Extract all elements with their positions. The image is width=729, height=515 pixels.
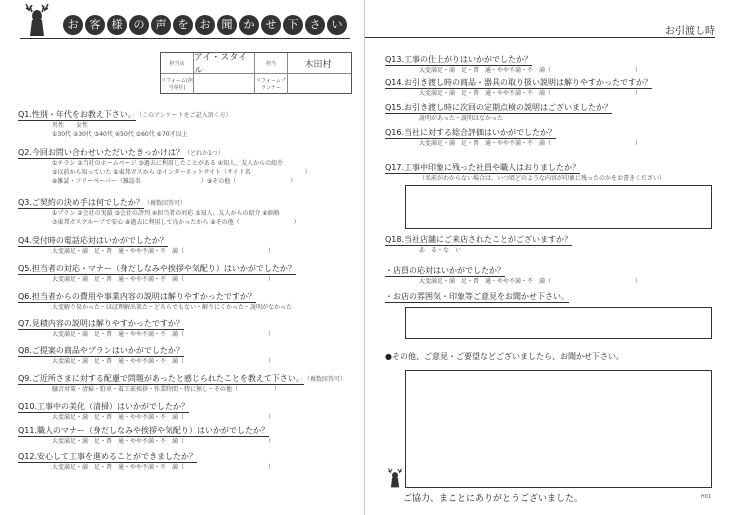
question-label: Q10.工事中の美化（清掃）はいかがでしたか？ xyxy=(18,402,190,411)
answer-options[interactable]: 大変満足・満 足・普 通・やや不満・不 満（ ） xyxy=(52,438,275,445)
question-text xyxy=(18,374,348,385)
question-text xyxy=(385,78,715,89)
question-20 xyxy=(385,292,715,303)
title-char: 声 xyxy=(151,15,171,35)
question-label: Q7.見積内容の説明は解りやすかったですか？ xyxy=(18,319,184,328)
answer-options[interactable]: 大変満足・満 足・普 通・やや不満・不 満（ ） xyxy=(52,276,275,283)
question-8 xyxy=(18,346,348,366)
q17-answer-box[interactable] xyxy=(405,185,712,229)
title-char: 下 xyxy=(283,15,303,35)
answer-options[interactable]: 大変満足・満 足・普 通・やや不満・不 満（ ） xyxy=(419,90,642,97)
question-hint: （複数回答可） xyxy=(143,200,186,207)
info-label: リフォーム(担当専任) xyxy=(161,74,194,94)
deer-footer-icon xyxy=(385,465,405,491)
question-text xyxy=(18,264,348,275)
title-char: お xyxy=(195,15,215,35)
answer-options[interactable]: 大変満足・満 足・普 通・やや不満・不 満（ ） xyxy=(52,331,275,338)
question-5 xyxy=(18,264,348,284)
deer-logo-icon xyxy=(20,2,54,38)
answer-options[interactable]: 大変満足・満 足・普 通・やや不満・不 満（ ） xyxy=(52,414,275,421)
info-label: 担当 xyxy=(255,53,288,73)
question-label: Q3.ご契約の決め手は何でしたか？ xyxy=(18,198,144,207)
question-17 xyxy=(385,163,715,183)
answer-options[interactable]: 大変満足・満 足・普 通・やや不満・不 満（ ） xyxy=(52,248,275,255)
question-text xyxy=(18,402,348,413)
answer-options[interactable]: 騒音対策・清掃・駐車・着工前挨拶・作業時間・特に無し・その他（ ） xyxy=(52,386,281,393)
answer-options[interactable]: あ る・な い xyxy=(419,247,462,254)
question-text xyxy=(385,103,715,114)
title-char: か xyxy=(239,15,259,35)
question-text xyxy=(18,292,348,303)
question-text xyxy=(18,110,348,121)
question-text xyxy=(385,292,715,303)
divider xyxy=(365,37,715,38)
title-char: お xyxy=(63,15,83,35)
question-label: Q11.職人のマナー（身だしなみや挨拶や気配り）はいかがでしたか？ xyxy=(18,426,270,435)
question-2 xyxy=(18,148,348,186)
left-page xyxy=(0,0,364,515)
question-label: Q8.ご提案の商品やプランはいかがでしたか？ xyxy=(18,346,184,355)
question-label: Q15.お引き渡し時に次回の定期点検の説明はございましたか？ xyxy=(385,103,613,112)
question-label: Q6.担当者からの費用や事業内容の説明は解りやすかったですか？ xyxy=(18,292,256,301)
answer-options[interactable]: 男性 女性 xyxy=(52,122,89,129)
question-11 xyxy=(18,426,348,446)
thanks-message: ご協力、まことにありがとうございました。 xyxy=(403,494,584,504)
page-subtitle: お引渡し時 xyxy=(665,26,715,37)
question-19 xyxy=(385,266,715,286)
question-13 xyxy=(385,55,715,75)
question-text xyxy=(18,148,348,159)
question-label: Q12.安心して工事を進めることができましたか？ xyxy=(18,452,198,461)
info-label: リフォームプランナー xyxy=(255,74,288,94)
answer-options[interactable]: （名前がわからない場合は、いつ頃どのような内容が印象に残ったのかをお書きください） xyxy=(419,175,666,182)
question-12 xyxy=(18,452,348,472)
answer-options[interactable]: ①30代 ②30代 ③40代 ④50代 ⑤60代 ⑥70才以上 xyxy=(52,131,188,138)
question-7 xyxy=(18,319,348,339)
question-label: Q2.今回お問い合わせいただいたきっかけは？ xyxy=(18,148,184,157)
answer-options[interactable]: 大変満足・満 足・普 通・やや不満・不 満（ ） xyxy=(419,140,642,147)
question-label: Q4.受付時の電話応対はいかがでしたか？ xyxy=(18,236,168,245)
question-text xyxy=(385,266,715,277)
info-table xyxy=(160,52,352,94)
title-char: 客 xyxy=(85,15,105,35)
question-18 xyxy=(385,235,715,255)
staff-value[interactable]: 木田村 xyxy=(304,59,332,70)
store-value[interactable]: アイ・スタイル xyxy=(194,53,255,73)
title-char: 聞 xyxy=(217,15,237,35)
question-label: Q9.ご近所さまに対する配慮で問題があったと感じられたことを教えて下さい。 xyxy=(18,374,304,383)
question-label: ・店員の応対はいかがでしたか？ xyxy=(385,266,505,275)
question-label: Q13.工事の仕上がりはいかがでしたか？ xyxy=(385,55,533,64)
question-9 xyxy=(18,374,348,394)
question-text xyxy=(18,426,348,437)
question-label: Q5.担当者の対応・マナー（身だしなみや挨拶や気配り）はいかがでしたか？ xyxy=(18,264,296,273)
answer-options[interactable]: ①プラン ②会社の実績 ③会社の評判 ④担当者の対応 ⑤知人、友人からの紹介 ⑥価格 xyxy=(52,210,280,217)
free-comment-box[interactable] xyxy=(405,370,712,488)
title-char: の xyxy=(129,15,149,35)
question-text xyxy=(18,198,348,209)
question-text xyxy=(18,346,348,357)
question-text xyxy=(18,319,348,330)
question-4 xyxy=(18,236,348,256)
title-char: せ xyxy=(261,15,281,35)
question-label: Q1.性別・年代をお教え下さい。 xyxy=(18,110,136,119)
question-hint: （このアンケートをご記入頂く方） xyxy=(135,112,232,119)
answer-options[interactable]: ⑦東邦ガスグループで安心 ⑧過去に利用して良かったから ⑨その他（ ） xyxy=(52,219,300,226)
question-hint: （どれか1つ） xyxy=(183,150,224,157)
store-impression-box[interactable] xyxy=(405,307,712,339)
form-code: H01 xyxy=(700,494,711,500)
question-label: Q16.当社に対する総合評価はいかがでしたか？ xyxy=(385,128,557,137)
answer-options[interactable]: 大変満足・満 足・普 通・やや不満・不 満（ ） xyxy=(419,278,642,285)
question-14 xyxy=(385,78,715,98)
answer-options[interactable]: ⑤以前から知っていた ⑥東邦ガスから ⑦インターネットサイト（サイト名 ） xyxy=(52,169,311,176)
answer-options[interactable]: 大変解り易かった・ほぼ理解出来た・どちらでもない・解りにくかった・説明がなかった xyxy=(52,304,292,311)
question-text xyxy=(385,128,715,139)
answer-options[interactable]: 説明があった・説明はなかった xyxy=(419,115,503,122)
title-banner xyxy=(63,12,347,38)
question-hint: （複数回答可） xyxy=(303,376,346,383)
planner-value[interactable] xyxy=(288,74,348,94)
question-label: Q18.当社店舗にご来店されたことがございますか？ xyxy=(385,235,573,244)
question-text xyxy=(385,235,715,246)
question-text xyxy=(385,55,715,66)
answer-options[interactable]: 大変満足・満 足・普 通・やや不満・不 満（ ） xyxy=(52,358,275,365)
question-label: ・お店の雰囲気・印象等ご意見をお聞かせ下さい。 xyxy=(385,292,569,301)
info-label: 担当店 xyxy=(161,53,194,73)
question-text xyxy=(385,163,715,174)
title-char: い xyxy=(327,15,347,35)
question-1 xyxy=(18,110,348,139)
question-16 xyxy=(385,128,715,148)
title-char: を xyxy=(173,15,193,35)
question-label: Q14.お引き渡し時の商品・器具の取り扱い説明は解りやすかったですか？ xyxy=(385,78,653,87)
answer-options[interactable]: ①チラシ ②当社のホームページ ③過去に利用したことがある ④知人、友人からの紹介 xyxy=(52,160,284,167)
title-char: さ xyxy=(305,15,325,35)
title-char: 様 xyxy=(107,15,127,35)
question-3 xyxy=(18,198,348,227)
question-10 xyxy=(18,402,348,422)
free-comment-label: ●その他、ご意見・ご要望などございましたら、お聞かせ下さい。 xyxy=(385,352,624,361)
answer-options[interactable]: 大変満足・満 足・普 通・やや不満・不 満（ ） xyxy=(419,67,642,74)
question-text xyxy=(18,236,348,247)
answer-options[interactable]: ⑧雑誌・フリーペーパー（雑誌名 ）⑨その他（ ） xyxy=(52,178,297,185)
question-6 xyxy=(18,292,348,312)
reform-value[interactable] xyxy=(194,74,255,94)
question-label: Q17.工事中印象に残った社員や職人はおりましたか？ xyxy=(385,163,581,172)
answer-options[interactable]: 大変満足・満 足・普 通・やや不満・不 満（ ） xyxy=(52,464,275,471)
question-15 xyxy=(385,103,715,123)
divider xyxy=(20,38,350,39)
right-page xyxy=(365,0,729,515)
question-text xyxy=(18,452,348,463)
